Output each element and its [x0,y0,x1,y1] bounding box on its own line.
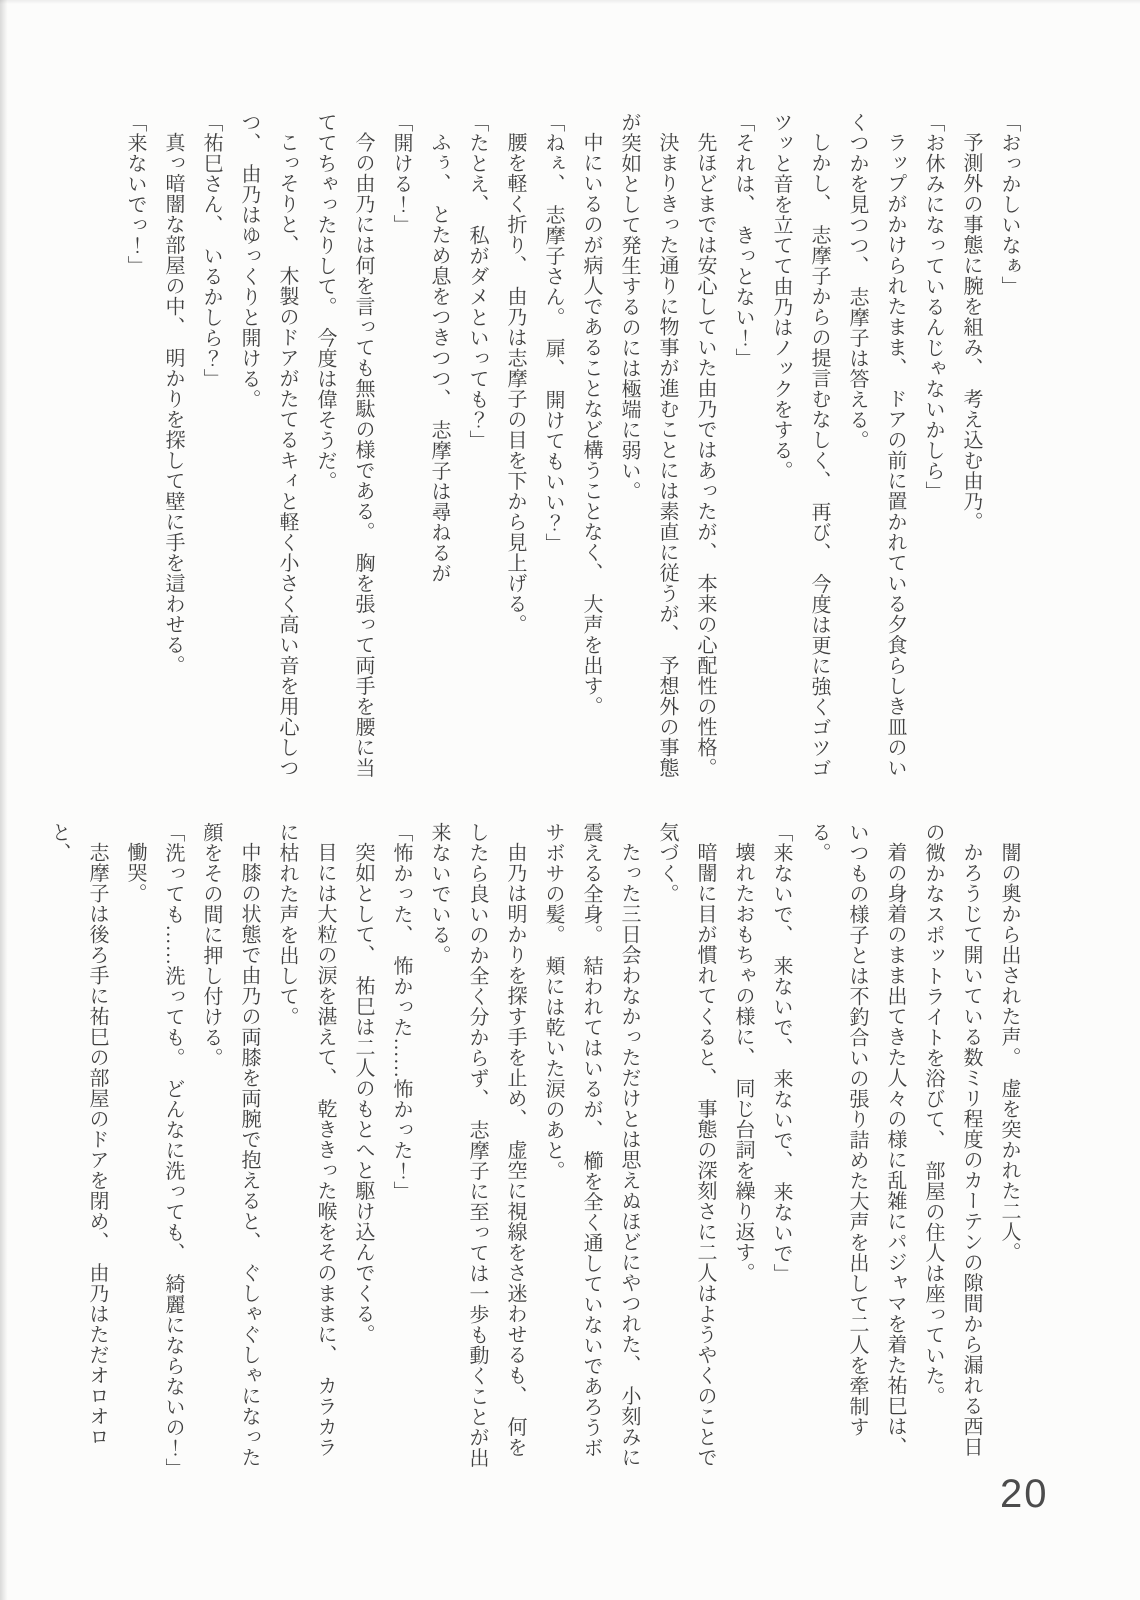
paragraph: 突如として、 祐巳は二人のもとへと駆け込んでくる。 [352,842,374,1345]
paragraph: 「お休みになっているんじゃないかしら」 [922,112,944,502]
paragraph: 「祐巳さん、 いるかしら？」 [200,112,222,389]
paragraph: ふぅ、 とため息をつきつつ、 志摩子は尋ねるが [428,132,450,584]
paragraph: 中にいるのが病人であることなど構うことなく、 大声を出す。 [580,132,602,717]
paragraph: こっそりと、 木製のドアがたてるキィと軽く小さく高い音を用心しつつ、 由乃はゆっくりと開ける。 [238,112,298,778]
paragraph: かろうじて開いている数ミリ程度のカーテンの隙間から漏れる西日の微かなスポットライトを浴びて、 部屋の住人は座っていた。 [922,822,982,1457]
paragraph: 先ほどまでは安心していた由乃ではあったが、 本来の心配性の性格。 [694,132,716,778]
paragraph: 闇の奥から出された声。 虚を突かれた二人。 [998,842,1020,1263]
text-block-top [116,112,1028,784]
paragraph: 「怖かった、 怖かった……怖かった！」 [390,822,412,1202]
paragraph: 「それは、 きっとない！」 [732,112,754,369]
paragraph: 目には大粒の涙を湛えて、 乾ききった喉をそのままに、 カラカラに枯れた声を出して。 [276,822,336,1458]
page-number: 20 [1000,1472,1049,1516]
paragraph: 「ねぇ、 志摩子さん。 扉、 開けてもいい？」 [542,112,564,554]
paragraph: 着の身着のまま出てきた人々の様に乱雑にパジャマを着た祐巳は、 いつもの様子とは不釣合いの張り詰めた大声を出して二人を牽制する。 [808,822,906,1468]
paragraph: 「洗っても……洗っても。 どんなに洗っても、 綺麗にならないの！」 [162,822,184,1479]
paragraph: 「来ないで、 来ないで、 来ないで、 来ないで」 [770,822,792,1284]
paragraph: 中膝の状態で由乃の両膝を両腕で抱えると、 ぐしゃぐしゃになった顔をその間に押し付ける。 [200,822,260,1468]
paragraph: 暗闇に目が慣れてくると、 事態の深刻さに二人はようやくのことで気づく。 [656,822,716,1468]
paragraph: 壊れたおもちゃの様に、 同じ台詞を繰り返す。 [732,842,754,1283]
paragraph: ラップがかけられたまま、 ドアの前に置かれている夕食らしき皿のいくつかを見つつ、 志摩子は答える。 [846,112,906,778]
paragraph: 「来ないでっ！」 [124,112,146,276]
paragraph: たった三日会わなかっただけとは思えぬほどにやつれた、 小刻みに震える全身。 結われてはいるが、 櫛を全く通していないであろうボサボサの髪。 頬には乾いた涙のあと。 [542,822,640,1468]
scan-edge-shadow-left [0,0,10,1600]
paragraph: 由乃は明かりを探す手を止め、 虚空に視線をさ迷わせるも、 何をしたら良いのか全く分からず、 志摩子に至っては一歩も動くことが出来ないでいる。 [428,822,526,1468]
paragraph: しかし、 志摩子からの提言むなしく、 再び、 今度は更に強くゴツゴツッと音を立てて由乃はノックをする。 [770,112,830,779]
paragraph: 「開ける！」 [390,112,412,235]
text-block-bottom [40,822,1028,1479]
paragraph: 「たとえ、 私がダメといっても？」 [466,112,488,451]
paragraph: 真っ暗闇な部屋の中、 明かりを探して壁に手を這わせる。 [162,132,184,676]
paragraph: 「おっかしいなぁ」 [998,112,1020,297]
scan-edge-shadow-top [0,0,1140,4]
paragraph: 慟哭。 [124,842,146,904]
paragraph: 志摩子は後ろ手に祐巳の部屋のドアを閉め、 由乃はただオロオロと、 [48,822,108,1447]
paragraph: 予測外の事態に腕を組み、 考え込む由乃。 [960,132,982,532]
paragraph: 今の由乃には何を言っても無駄の様である。 胸を張って両手を腰に当ててちゃったりして。 今度は偉そうだ。 [314,112,374,778]
paragraph: 腰を軽く折り、 由乃は志摩子の目を下から見上げる。 [504,132,526,635]
paragraph: 決まりきった通りに物事が進むことには素直に従うが、 予想外の事態が突如として発生するのには極端に弱い。 [618,112,678,778]
